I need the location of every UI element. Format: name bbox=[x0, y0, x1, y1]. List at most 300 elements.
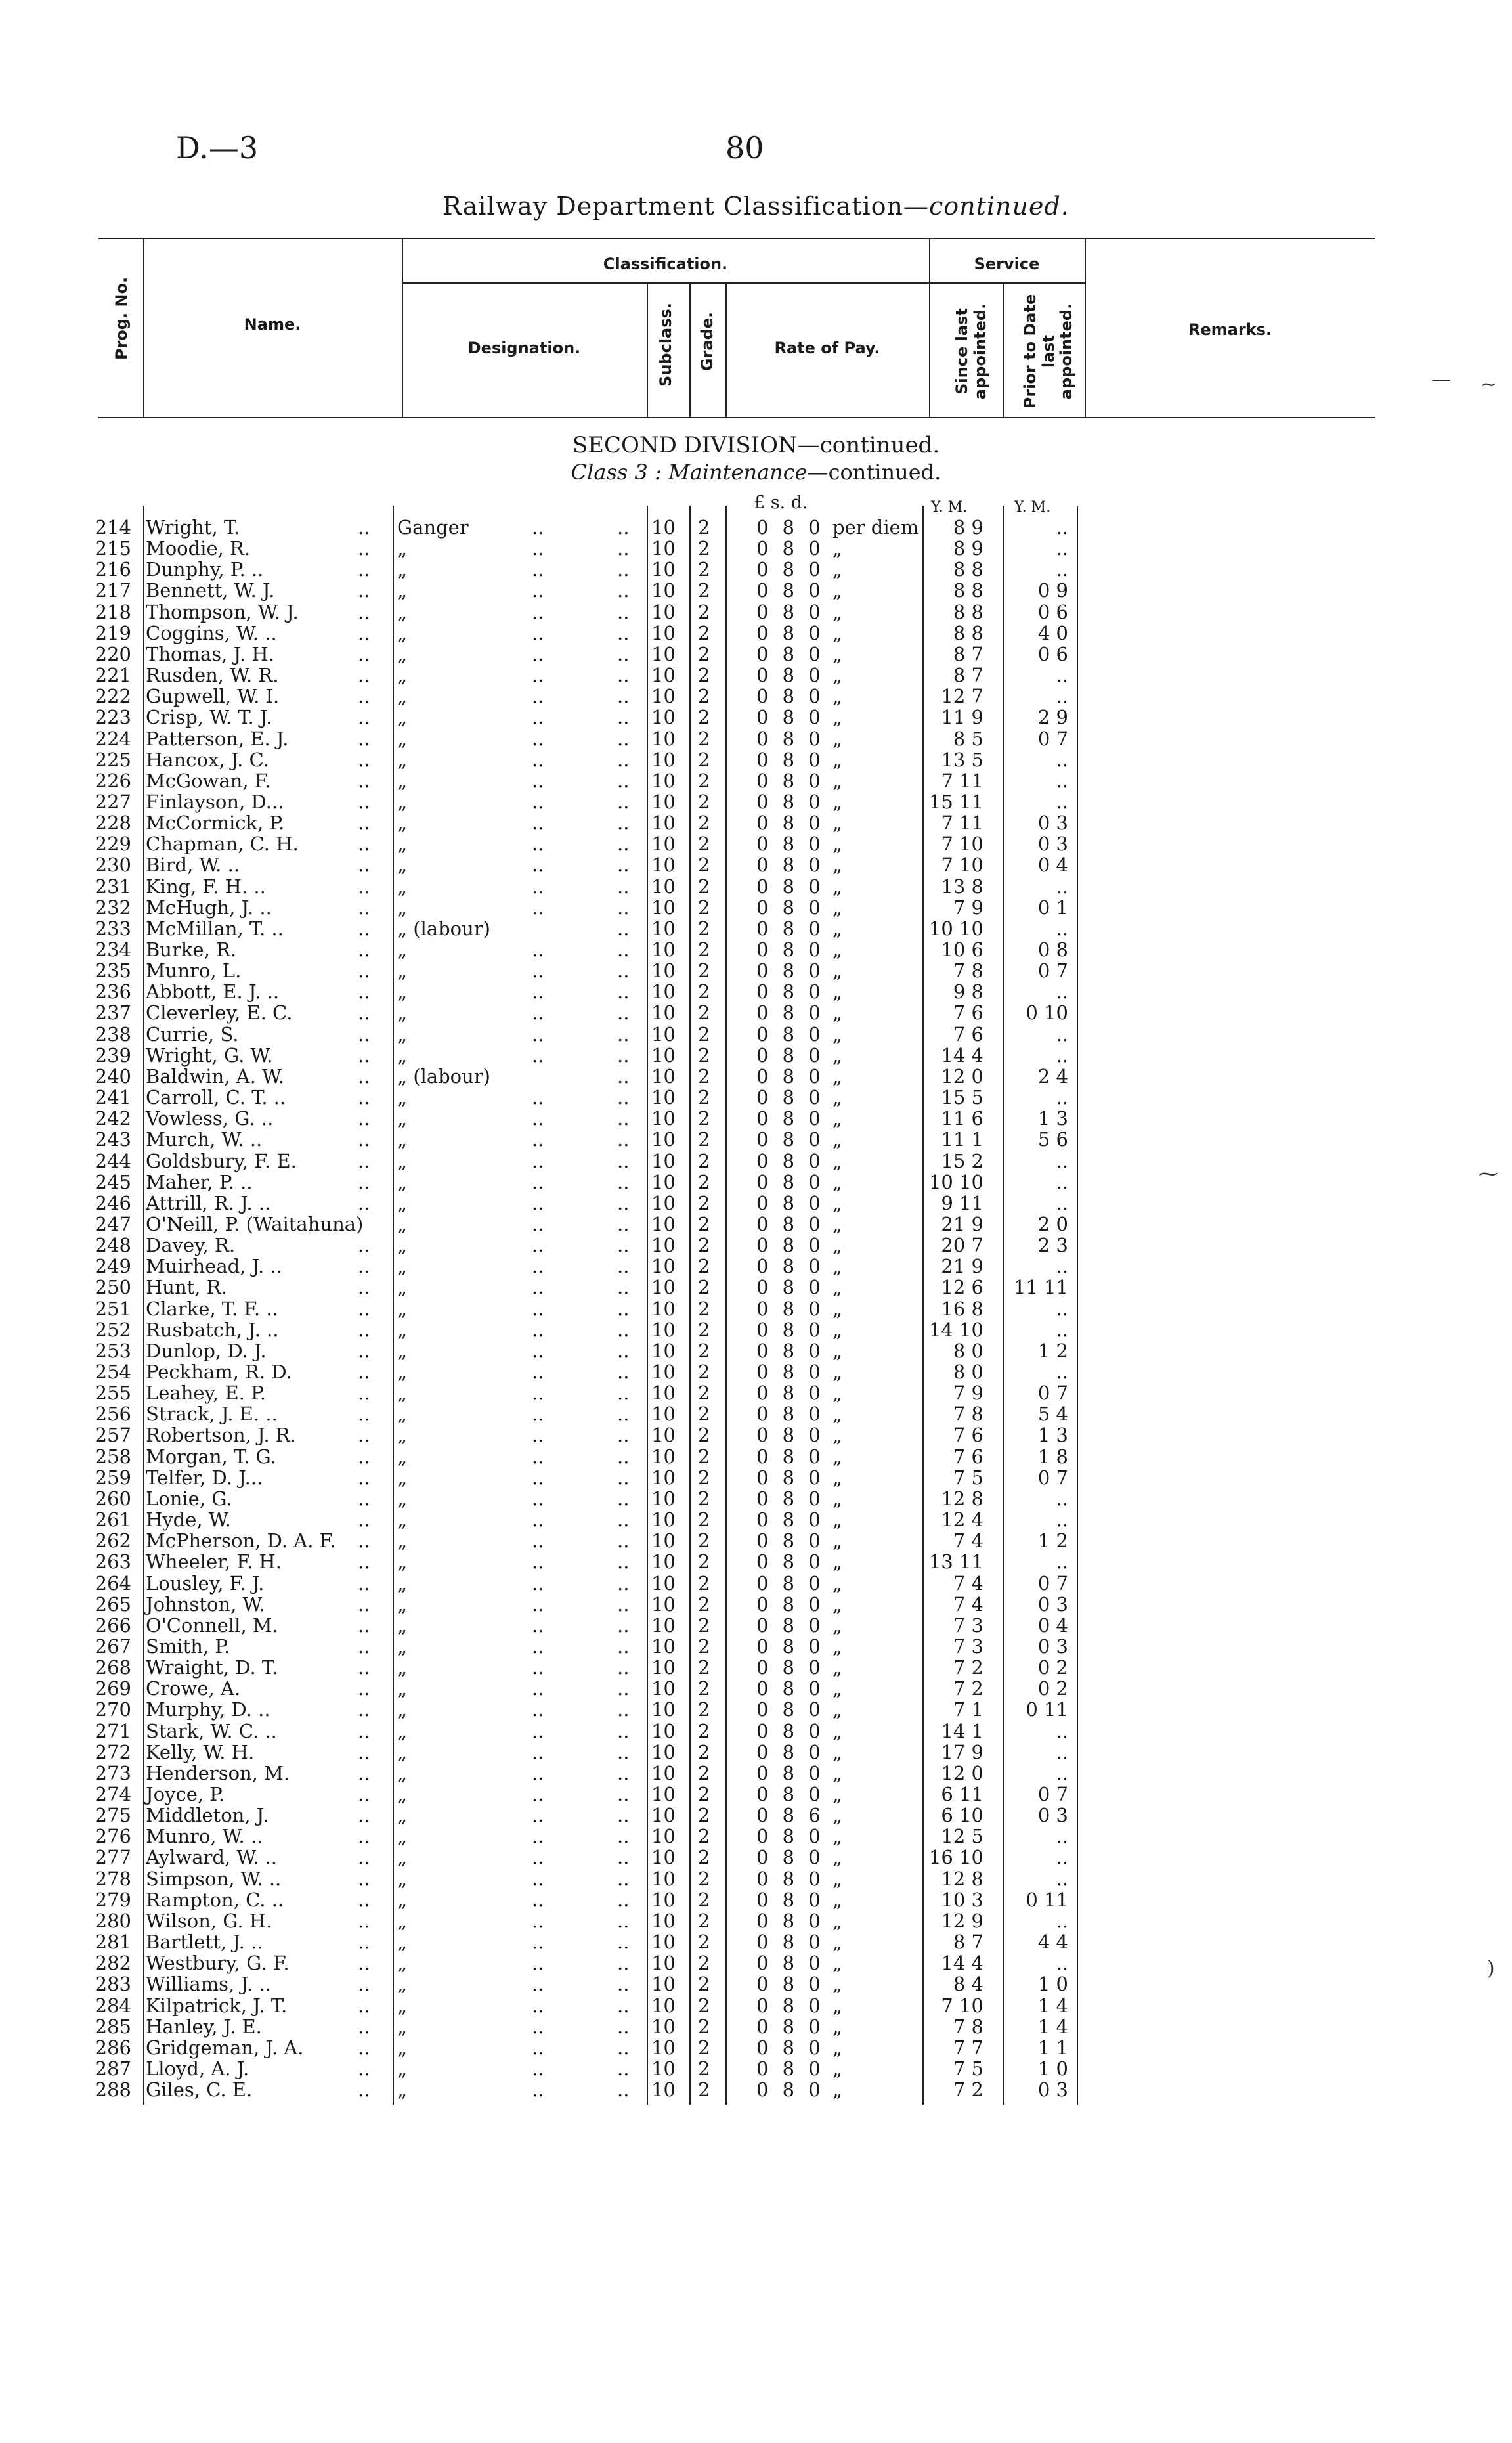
employee-name: Bennett, W. J. bbox=[146, 579, 275, 602]
leader-dots: .. bbox=[358, 1825, 370, 1848]
prog-no: 236 bbox=[95, 980, 131, 1003]
grade: 2 bbox=[698, 790, 710, 813]
leader-dots: .. bbox=[532, 938, 544, 961]
leader-dots: .. bbox=[617, 1276, 630, 1299]
designation: „ bbox=[397, 1530, 408, 1552]
leader-dots: .. bbox=[358, 1424, 370, 1447]
employee-name: O'Neill, P. (Waitahuna) bbox=[146, 1212, 364, 1235]
designation: „ bbox=[397, 642, 408, 665]
pay-period: „ bbox=[832, 1551, 843, 1574]
service-prior: .. bbox=[1056, 516, 1068, 539]
service-prior: 0 4 bbox=[1037, 854, 1068, 877]
rate-of-pay: 0 8 0 bbox=[756, 1361, 825, 1383]
table-row bbox=[0, 749, 1512, 770]
prog-no: 233 bbox=[95, 917, 131, 940]
pay-period: „ bbox=[832, 1128, 843, 1151]
employee-name: Gupwell, W. I. bbox=[146, 685, 280, 708]
service-since-last: 12 8 bbox=[941, 1487, 983, 1510]
prog-no: 224 bbox=[95, 727, 131, 750]
service-prior: 0 1 bbox=[1037, 896, 1068, 919]
rate-of-pay: 0 8 0 bbox=[756, 1740, 825, 1763]
subclass: 10 bbox=[651, 1212, 676, 1235]
pay-period: „ bbox=[832, 1593, 843, 1616]
service-since-last: 7 2 bbox=[953, 2079, 983, 2102]
service-prior: .. bbox=[1056, 1255, 1068, 1278]
rate-of-pay: 0 8 0 bbox=[756, 579, 825, 602]
leader-dots: .. bbox=[617, 706, 630, 729]
leader-dots: .. bbox=[358, 2036, 370, 2059]
pay-period: „ bbox=[832, 685, 843, 708]
service-since-last: 7 9 bbox=[953, 896, 983, 919]
leader-dots: .. bbox=[617, 790, 630, 813]
leader-dots: .. bbox=[532, 1466, 544, 1489]
employee-name: Burke, R. bbox=[146, 938, 237, 961]
division-heading: SECOND DIVISION—continued. bbox=[572, 432, 940, 458]
leader-dots: .. bbox=[617, 875, 630, 898]
designation: „ bbox=[397, 2057, 408, 2080]
employee-name: Cleverley, E. C. bbox=[146, 1001, 293, 1024]
pay-period: „ bbox=[832, 1065, 843, 1088]
designation: „ bbox=[397, 833, 408, 856]
prog-no: 249 bbox=[95, 1255, 131, 1278]
prog-no: 269 bbox=[95, 1677, 131, 1700]
service-since-last: 12 9 bbox=[941, 1909, 983, 1932]
service-prior: .. bbox=[1056, 1867, 1068, 1890]
grade: 2 bbox=[698, 516, 710, 539]
employee-name: Clarke, T. F. .. bbox=[146, 1297, 278, 1320]
employee-name: Murphy, D. .. bbox=[146, 1698, 270, 1721]
prog-no: 258 bbox=[95, 1445, 131, 1468]
service-since-last: 8 4 bbox=[953, 1973, 983, 1996]
rate-of-pay: 0 8 0 bbox=[756, 938, 825, 961]
prog-no: 229 bbox=[95, 833, 131, 856]
subclass: 10 bbox=[651, 1382, 676, 1405]
employee-name: Gridgeman, J. A. bbox=[146, 2036, 304, 2059]
prog-no: 248 bbox=[95, 1234, 131, 1257]
table-row bbox=[0, 623, 1512, 644]
subclass: 10 bbox=[651, 1551, 676, 1574]
subclass: 10 bbox=[651, 875, 676, 898]
subclass: 10 bbox=[651, 1255, 676, 1278]
subclass: 10 bbox=[651, 1445, 676, 1468]
service-since-last: 16 10 bbox=[928, 1846, 983, 1869]
prog-no: 263 bbox=[95, 1551, 131, 1574]
employee-name: O'Connell, M. bbox=[146, 1614, 278, 1637]
leader-dots: .. bbox=[358, 1931, 370, 1954]
employee-name: Lloyd, A. J. bbox=[146, 2057, 249, 2080]
designation: „ bbox=[397, 1994, 408, 2017]
table-row bbox=[0, 1847, 1512, 1868]
rate-of-pay: 0 8 0 bbox=[756, 1614, 825, 1637]
pay-period: „ bbox=[832, 1297, 843, 1320]
leader-dots: .. bbox=[358, 959, 370, 982]
employee-name: Attrill, R. J. .. bbox=[146, 1191, 271, 1214]
service-prior: 1 0 bbox=[1037, 2057, 1068, 2080]
leader-dots: .. bbox=[358, 1719, 370, 1742]
service-prior: .. bbox=[1056, 1508, 1068, 1531]
service-since-last: 14 4 bbox=[941, 1044, 983, 1067]
pay-period: „ bbox=[832, 1698, 843, 1721]
leader-dots: .. bbox=[358, 537, 370, 560]
table-row bbox=[0, 1172, 1512, 1193]
leader-dots: .. bbox=[358, 1382, 370, 1405]
table-row bbox=[0, 876, 1512, 897]
service-since-last: 7 3 bbox=[953, 1635, 983, 1658]
table-row bbox=[0, 770, 1512, 791]
service-prior: .. bbox=[1056, 1740, 1068, 1763]
employee-name: Lousley, F. J. bbox=[146, 1572, 265, 1595]
designation: „ bbox=[397, 1551, 408, 1574]
rate-of-pay: 0 8 0 bbox=[756, 1445, 825, 1468]
designation: „ bbox=[397, 1635, 408, 1658]
table-row bbox=[0, 1509, 1512, 1530]
pay-period: „ bbox=[832, 1276, 843, 1299]
subclass: 10 bbox=[651, 1170, 676, 1193]
subclass: 10 bbox=[651, 1740, 676, 1763]
leader-dots: .. bbox=[532, 1044, 544, 1067]
service-prior: .. bbox=[1056, 769, 1068, 792]
rate-of-pay: 0 8 0 bbox=[756, 1297, 825, 1320]
table-row bbox=[0, 1910, 1512, 1931]
designation: „ bbox=[397, 664, 408, 687]
employee-name: Coggins, W. .. bbox=[146, 621, 277, 644]
subclass: 10 bbox=[651, 1804, 676, 1827]
table-row bbox=[0, 1424, 1512, 1445]
employee-name: Morgan, T. G. bbox=[146, 1445, 276, 1468]
leader-dots: .. bbox=[617, 1255, 630, 1278]
leader-dots: .. bbox=[532, 1318, 544, 1341]
grade: 2 bbox=[698, 1973, 710, 1996]
grade: 2 bbox=[698, 1318, 710, 1341]
prog-no: 284 bbox=[95, 1994, 131, 2017]
leader-dots: .. bbox=[358, 579, 370, 602]
table-row bbox=[0, 1382, 1512, 1403]
table-row bbox=[0, 1742, 1512, 1763]
employee-name: Kelly, W. H. bbox=[146, 1740, 255, 1763]
grade: 2 bbox=[698, 1677, 710, 1700]
designation: „ bbox=[397, 812, 408, 835]
prog-no: 283 bbox=[95, 1973, 131, 1996]
leader-dots: .. bbox=[532, 1107, 544, 1130]
grade: 2 bbox=[698, 2057, 710, 2080]
rate-of-pay: 0 8 0 bbox=[756, 727, 825, 750]
employee-name: Stark, W. C. .. bbox=[146, 1719, 277, 1742]
prog-no: 250 bbox=[95, 1276, 131, 1299]
leader-dots: .. bbox=[617, 537, 630, 560]
designation: „ bbox=[397, 1952, 408, 1975]
leader-dots: .. bbox=[532, 1487, 544, 1510]
prog-no: 246 bbox=[95, 1191, 131, 1214]
rate-of-pay: 0 8 0 bbox=[756, 1698, 825, 1721]
service-prior: .. bbox=[1056, 1023, 1068, 1045]
service-since-last: 7 1 bbox=[953, 1698, 983, 1721]
employee-name: Currie, S. bbox=[146, 1023, 239, 1045]
pay-period: „ bbox=[832, 896, 843, 919]
service-prior: .. bbox=[1056, 537, 1068, 560]
prog-no: 273 bbox=[95, 1761, 131, 1784]
rate-of-pay: 0 8 0 bbox=[756, 1994, 825, 2017]
leader-dots: .. bbox=[532, 706, 544, 729]
designation: „ bbox=[397, 938, 408, 961]
prog-no: 219 bbox=[95, 621, 131, 644]
leader-dots: .. bbox=[617, 1994, 630, 2017]
leader-dots: .. bbox=[532, 1234, 544, 1257]
grade: 2 bbox=[698, 896, 710, 919]
leader-dots: .. bbox=[358, 1044, 370, 1067]
rate-of-pay: 0 8 0 bbox=[756, 1318, 825, 1341]
designation: „ (labour) bbox=[397, 917, 490, 940]
leader-dots: .. bbox=[358, 1128, 370, 1151]
rate-of-pay: 0 8 0 bbox=[756, 1276, 825, 1299]
pay-period: „ bbox=[832, 1403, 843, 1426]
designation: „ bbox=[397, 1867, 408, 1890]
leader-dots: .. bbox=[532, 1403, 544, 1426]
rate-of-pay: 0 8 0 bbox=[756, 1846, 825, 1869]
rate-of-pay: 0 8 0 bbox=[756, 1973, 825, 1996]
service-since-last: 10 6 bbox=[941, 938, 983, 961]
employee-name: Abbott, E. J. .. bbox=[146, 980, 280, 1003]
employee-name: Wright, T. bbox=[146, 516, 240, 539]
table-row bbox=[0, 833, 1512, 854]
pay-period: „ bbox=[832, 1677, 843, 1700]
table-row bbox=[0, 1573, 1512, 1594]
leader-dots: .. bbox=[358, 1783, 370, 1805]
table-row bbox=[0, 538, 1512, 559]
class-name: Maintenance bbox=[668, 460, 808, 485]
subclass: 10 bbox=[651, 664, 676, 687]
table-row bbox=[0, 1805, 1512, 1826]
designation: „ bbox=[397, 1149, 408, 1172]
table-row bbox=[0, 517, 1512, 538]
leader-dots: .. bbox=[358, 664, 370, 687]
subclass: 10 bbox=[651, 2079, 676, 2102]
header-remarks: Remarks. bbox=[1188, 320, 1272, 339]
employee-name: Wilson, G. H. bbox=[146, 1909, 272, 1932]
header-top-rule bbox=[98, 238, 1375, 239]
subclass: 10 bbox=[651, 1783, 676, 1805]
employee-name: Munro, W. .. bbox=[146, 1825, 263, 1848]
pay-period: „ bbox=[832, 980, 843, 1003]
scan-mark: ~ bbox=[1480, 373, 1498, 396]
leader-dots: .. bbox=[358, 642, 370, 665]
prog-no: 277 bbox=[95, 1846, 131, 1869]
grade: 2 bbox=[698, 1065, 710, 1088]
designation: „ bbox=[397, 1466, 408, 1489]
prog-no: 278 bbox=[95, 1867, 131, 1890]
page-id: D.—3 bbox=[176, 130, 259, 165]
service-prior: 2 4 bbox=[1037, 1065, 1068, 1088]
employee-name: Lonie, G. bbox=[146, 1487, 232, 1510]
service-since-last: 8 8 bbox=[953, 621, 983, 644]
pay-period: „ bbox=[832, 1466, 843, 1489]
table-row bbox=[0, 1277, 1512, 1298]
col-divider bbox=[647, 282, 648, 417]
table-row bbox=[0, 1973, 1512, 1994]
leader-dots: .. bbox=[532, 748, 544, 771]
subclass: 10 bbox=[651, 516, 676, 539]
service-prior: 1 1 bbox=[1037, 2036, 1068, 2059]
service-since-last: 11 1 bbox=[941, 1128, 983, 1151]
grade: 2 bbox=[698, 1001, 710, 1024]
prog-no: 265 bbox=[95, 1593, 131, 1616]
service-since-last: 15 5 bbox=[941, 1086, 983, 1109]
subclass: 10 bbox=[651, 1867, 676, 1890]
leader-dots: .. bbox=[532, 1170, 544, 1193]
leader-dots: .. bbox=[532, 790, 544, 813]
leader-dots: .. bbox=[358, 1614, 370, 1637]
leader-dots: .. bbox=[358, 1255, 370, 1278]
pay-period: „ bbox=[832, 600, 843, 623]
table-row bbox=[0, 2079, 1512, 2100]
table-row bbox=[0, 791, 1512, 812]
table-row bbox=[0, 1340, 1512, 1361]
pay-period: „ bbox=[832, 917, 843, 940]
grade: 2 bbox=[698, 1698, 710, 1721]
rate-of-pay: 0 8 0 bbox=[756, 875, 825, 898]
designation: „ bbox=[397, 1044, 408, 1067]
service-prior: 0 6 bbox=[1037, 600, 1068, 623]
leader-dots: .. bbox=[617, 1023, 630, 1045]
leader-dots: .. bbox=[358, 1952, 370, 1975]
service-prior: 5 4 bbox=[1037, 1403, 1068, 1426]
leader-dots: .. bbox=[532, 1719, 544, 1742]
subclass: 10 bbox=[651, 1508, 676, 1531]
service-since-last: 11 9 bbox=[941, 706, 983, 729]
subclass: 10 bbox=[651, 1424, 676, 1447]
employee-name: Dunlop, D. J. bbox=[146, 1339, 267, 1362]
leader-dots: .. bbox=[617, 2036, 630, 2059]
leader-dots: .. bbox=[358, 896, 370, 919]
leader-dots: .. bbox=[617, 1382, 630, 1405]
subclass: 10 bbox=[651, 1149, 676, 1172]
header-classification: Classification. bbox=[603, 255, 728, 273]
pay-period: „ bbox=[832, 1846, 843, 1869]
pay-period: „ bbox=[832, 854, 843, 877]
prog-no: 252 bbox=[95, 1318, 131, 1341]
prog-no: 215 bbox=[95, 537, 131, 560]
leader-dots: .. bbox=[617, 1001, 630, 1024]
leader-dots: .. bbox=[358, 1466, 370, 1489]
prog-no: 288 bbox=[95, 2079, 131, 2102]
leader-dots: .. bbox=[617, 1297, 630, 1320]
prog-no: 222 bbox=[95, 685, 131, 708]
pay-period: „ bbox=[832, 706, 843, 729]
grade: 2 bbox=[698, 1170, 710, 1193]
service-since-last: 7 6 bbox=[953, 1445, 983, 1468]
table-row bbox=[0, 939, 1512, 960]
leader-dots: .. bbox=[532, 1614, 544, 1637]
grade: 2 bbox=[698, 1424, 710, 1447]
prog-no: 267 bbox=[95, 1635, 131, 1658]
pay-period: „ bbox=[832, 1170, 843, 1193]
grade: 2 bbox=[698, 537, 710, 560]
subclass: 10 bbox=[651, 1614, 676, 1637]
service-prior: 0 7 bbox=[1037, 959, 1068, 982]
leader-dots: .. bbox=[617, 1740, 630, 1763]
leader-dots: .. bbox=[617, 938, 630, 961]
table-row bbox=[0, 1594, 1512, 1615]
leader-dots: .. bbox=[532, 1761, 544, 1784]
employee-name: King, F. H. .. bbox=[146, 875, 266, 898]
rate-of-pay: 0 8 0 bbox=[756, 1382, 825, 1405]
leader-dots: .. bbox=[532, 664, 544, 687]
pay-period: „ bbox=[832, 1107, 843, 1130]
leader-dots: .. bbox=[617, 727, 630, 750]
grade: 2 bbox=[698, 1339, 710, 1362]
employee-name: Joyce, P. bbox=[146, 1783, 225, 1805]
leader-dots: .. bbox=[617, 1846, 630, 1869]
prog-no: 241 bbox=[95, 1086, 131, 1109]
rate-of-pay: 0 8 0 bbox=[756, 1952, 825, 1975]
table-row bbox=[0, 602, 1512, 623]
leader-dots: .. bbox=[358, 558, 370, 581]
table-row bbox=[0, 854, 1512, 875]
leader-dots: .. bbox=[617, 1635, 630, 1658]
service-since-last: 11 6 bbox=[941, 1107, 983, 1130]
leader-dots: .. bbox=[532, 1086, 544, 1109]
leader-dots: .. bbox=[617, 600, 630, 623]
leader-dots: .. bbox=[358, 1107, 370, 1130]
leader-dots: .. bbox=[358, 1170, 370, 1193]
designation: „ bbox=[397, 1403, 408, 1426]
prog-no: 221 bbox=[95, 664, 131, 687]
leader-dots: .. bbox=[532, 1825, 544, 1848]
service-prior: 1 2 bbox=[1037, 1339, 1068, 1362]
designation: „ bbox=[397, 769, 408, 792]
service-since-last: 12 6 bbox=[941, 1276, 983, 1299]
leader-dots: .. bbox=[617, 664, 630, 687]
leader-dots: .. bbox=[617, 1212, 630, 1235]
service-since-last: 8 0 bbox=[953, 1361, 983, 1383]
service-prior: 1 4 bbox=[1037, 1994, 1068, 2017]
rate-of-pay: 0 8 0 bbox=[756, 1234, 825, 1257]
pay-period: „ bbox=[832, 1001, 843, 1024]
grade: 2 bbox=[698, 1149, 710, 1172]
table-row bbox=[0, 1446, 1512, 1467]
subclass: 10 bbox=[651, 1044, 676, 1067]
leader-dots: .. bbox=[532, 727, 544, 750]
employee-name: McMillan, T. .. bbox=[146, 917, 284, 940]
grade: 2 bbox=[698, 1086, 710, 1109]
designation: „ bbox=[397, 600, 408, 623]
class-suffix: —continued. bbox=[807, 460, 941, 485]
table-row bbox=[0, 981, 1512, 1002]
rate-of-pay: 0 8 0 bbox=[756, 1403, 825, 1426]
leader-dots: .. bbox=[617, 1128, 630, 1151]
subclass: 10 bbox=[651, 1761, 676, 1784]
employee-name: Westbury, G. F. bbox=[146, 1952, 290, 1975]
grade: 2 bbox=[698, 600, 710, 623]
service-prior: 0 3 bbox=[1037, 833, 1068, 856]
table-row bbox=[0, 1193, 1512, 1214]
grade: 2 bbox=[698, 1191, 710, 1214]
leader-dots: .. bbox=[358, 1909, 370, 1932]
leader-dots: .. bbox=[617, 1149, 630, 1172]
employee-name: Davey, R. bbox=[146, 1234, 236, 1257]
pay-period: „ bbox=[832, 1952, 843, 1975]
rate-of-pay: 0 8 0 bbox=[756, 1212, 825, 1235]
designation: „ bbox=[397, 1846, 408, 1869]
designation: „ bbox=[397, 1107, 408, 1130]
leader-dots: .. bbox=[617, 833, 630, 856]
subclass: 10 bbox=[651, 1361, 676, 1383]
service-prior: .. bbox=[1056, 1719, 1068, 1742]
grade: 2 bbox=[698, 2079, 710, 2102]
prog-no: 253 bbox=[95, 1339, 131, 1362]
leader-dots: .. bbox=[358, 1191, 370, 1214]
service-since-last: 8 8 bbox=[953, 579, 983, 602]
service-since-last: 8 7 bbox=[953, 664, 983, 687]
